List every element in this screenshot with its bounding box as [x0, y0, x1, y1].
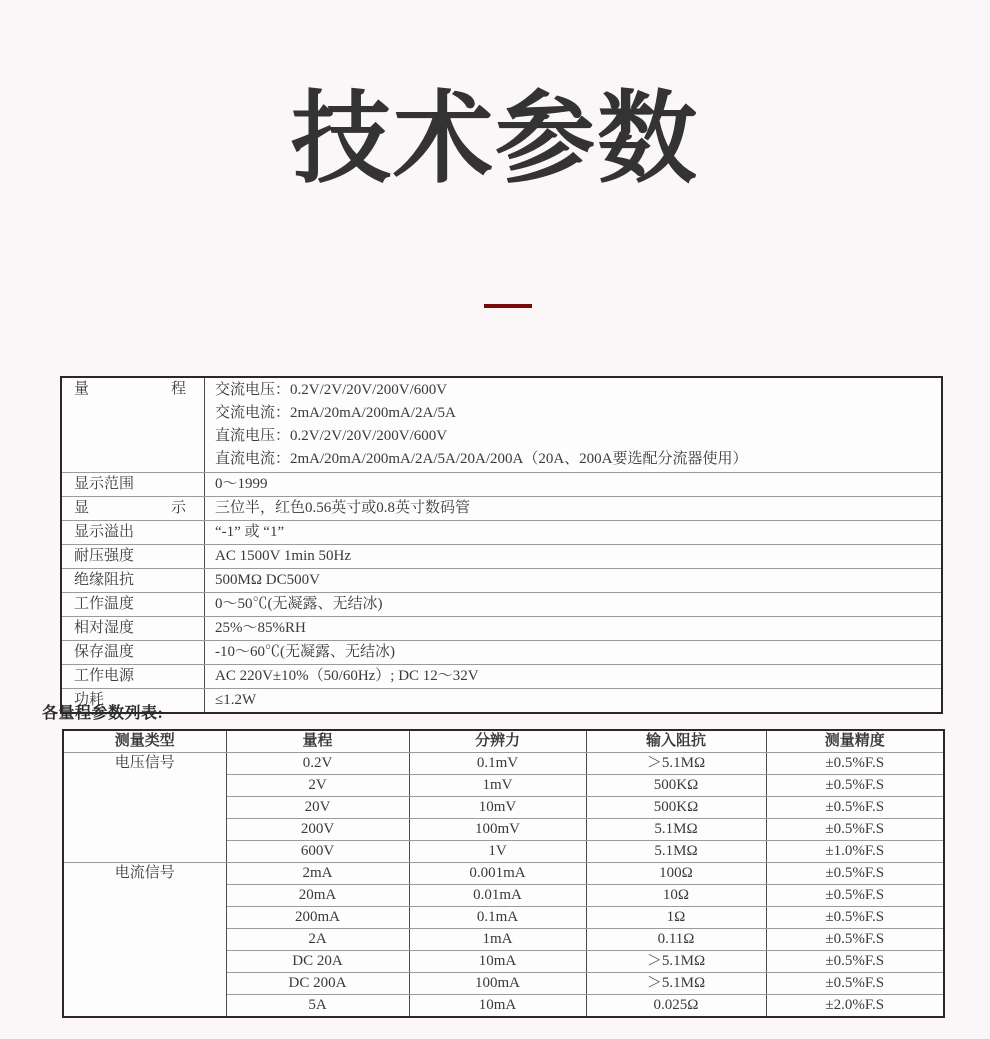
resolution-cell: 1mA — [409, 929, 586, 951]
resolution-cell: 10mA — [409, 951, 586, 973]
impedance-cell: 0.025Ω — [586, 995, 766, 1018]
table-row — [63, 863, 944, 885]
table-row — [63, 753, 944, 775]
resolution-cell: 10mV — [409, 797, 586, 819]
resolution-cell: 1V — [409, 841, 586, 863]
range-cell: 5A — [226, 995, 409, 1018]
table-row — [61, 617, 942, 641]
spec-value: AC 1500V 1min 50Hz — [205, 545, 943, 569]
impedance-cell: 500KΩ — [586, 797, 766, 819]
range-cell: 20mA — [226, 885, 409, 907]
table-row — [61, 569, 942, 593]
title-divider — [484, 304, 532, 308]
spec-label: 相对湿度 — [61, 617, 205, 641]
accuracy-cell: ±2.0%F.S — [766, 995, 944, 1018]
spec-label: 工作温度 — [61, 593, 205, 617]
spec-label: 绝缘阻抗 — [61, 569, 205, 593]
accuracy-cell: ±0.5%F.S — [766, 797, 944, 819]
spec-value-line: 直流电压：0.2V/2V/20V/200V/600V — [215, 428, 448, 444]
impedance-cell: 500KΩ — [586, 775, 766, 797]
accuracy-cell: ±0.5%F.S — [766, 863, 944, 885]
table-row — [61, 521, 942, 545]
resolution-cell: 0.1mV — [409, 753, 586, 775]
range-cell: 2V — [226, 775, 409, 797]
spec-value-line: 交流电压：0.2V/2V/20V/200V/600V — [215, 382, 448, 398]
table-row — [61, 593, 942, 617]
column-header: 输入阻抗 — [586, 730, 766, 753]
impedance-cell: 1Ω — [586, 907, 766, 929]
spec-value: 三位半，红色0.56英寸或0.8英寸数码管 — [205, 497, 943, 521]
accuracy-cell: ±0.5%F.S — [766, 929, 944, 951]
spec-label: 显 示 — [61, 497, 205, 521]
impedance-cell: 5.1MΩ — [586, 841, 766, 863]
accuracy-cell: ±0.5%F.S — [766, 775, 944, 797]
spec-value: 0～1999 — [205, 473, 943, 497]
spec-value: “-1” 或 “1” — [205, 521, 943, 545]
table-row — [61, 473, 942, 497]
spec-value: 0～50℃(无凝露、无结冰) — [205, 593, 943, 617]
measure-type-cell: 电压信号 — [63, 753, 226, 863]
resolution-cell: 0.01mA — [409, 885, 586, 907]
spec-value: ≤1.2W — [205, 689, 943, 714]
spec-value-line: 交流电流：2mA/20mA/200mA/2A/5A — [215, 405, 456, 421]
range-cell: DC 200A — [226, 973, 409, 995]
range-cell: 2mA — [226, 863, 409, 885]
spec-label: 工作电源 — [61, 665, 205, 689]
table-row — [61, 497, 942, 521]
range-cell: DC 20A — [226, 951, 409, 973]
spec-value: 500MΩ DC500V — [205, 569, 943, 593]
spec-label: 显示范围 — [61, 473, 205, 497]
impedance-cell: 0.11Ω — [586, 929, 766, 951]
range-cell: 20V — [226, 797, 409, 819]
accuracy-cell: ±0.5%F.S — [766, 819, 944, 841]
range-cell: 2A — [226, 929, 409, 951]
column-header: 测量类型 — [63, 730, 226, 753]
table-row — [61, 665, 942, 689]
column-header: 量程 — [226, 730, 409, 753]
section-label: 各量程参数列表: — [42, 705, 164, 722]
impedance-cell: 100Ω — [586, 863, 766, 885]
impedance-cell: ＞5.1MΩ — [586, 951, 766, 973]
impedance-cell: ＞5.1MΩ — [586, 973, 766, 995]
resolution-cell: 0.001mA — [409, 863, 586, 885]
spec-value: AC 220V±10%（50/60Hz）; DC 12～32V — [205, 665, 943, 689]
resolution-cell: 100mA — [409, 973, 586, 995]
spec-label: 显示溢出 — [61, 521, 205, 545]
range-cell: 600V — [226, 841, 409, 863]
spec-value: -10～60℃(无凝露、无结冰) — [205, 641, 943, 665]
column-header: 分辨力 — [409, 730, 586, 753]
spec-value: 25%～85%RH — [205, 617, 943, 641]
resolution-cell: 0.1mA — [409, 907, 586, 929]
spec-label: 保存温度 — [61, 641, 205, 665]
table-row — [61, 689, 942, 714]
accuracy-cell: ±0.5%F.S — [766, 753, 944, 775]
accuracy-cell: ±1.0%F.S — [766, 841, 944, 863]
table-row — [61, 545, 942, 569]
range-cell: 200V — [226, 819, 409, 841]
spec-value — [205, 377, 943, 473]
impedance-cell: ＞5.1MΩ — [586, 753, 766, 775]
range-cell: 0.2V — [226, 753, 409, 775]
resolution-cell: 10mA — [409, 995, 586, 1018]
table-row — [61, 377, 942, 473]
spec-value-line: 直流电流：2mA/20mA/200mA/2A/5A/20A/200A（20A、200A要选配分流器使用） — [215, 451, 748, 467]
spec-label: 功耗 — [61, 689, 205, 714]
impedance-cell: 10Ω — [586, 885, 766, 907]
measure-type-cell: 电流信号 — [63, 863, 226, 1018]
spec-label: 耐压强度 — [61, 545, 205, 569]
resolution-cell: 1mV — [409, 775, 586, 797]
table-header-row — [63, 730, 944, 753]
accuracy-cell: ±0.5%F.S — [766, 973, 944, 995]
table-row — [61, 641, 942, 665]
resolution-cell: 100mV — [409, 819, 586, 841]
column-header: 测量精度 — [766, 730, 944, 753]
page-title: 技术参数 — [291, 83, 699, 195]
accuracy-cell: ±0.5%F.S — [766, 907, 944, 929]
accuracy-cell: ±0.5%F.S — [766, 951, 944, 973]
range-cell: 200mA — [226, 907, 409, 929]
spec-label: 量 程 — [61, 377, 205, 473]
impedance-cell: 5.1MΩ — [586, 819, 766, 841]
range-table — [62, 729, 945, 1018]
spec-table — [60, 376, 943, 714]
accuracy-cell: ±0.5%F.S — [766, 885, 944, 907]
